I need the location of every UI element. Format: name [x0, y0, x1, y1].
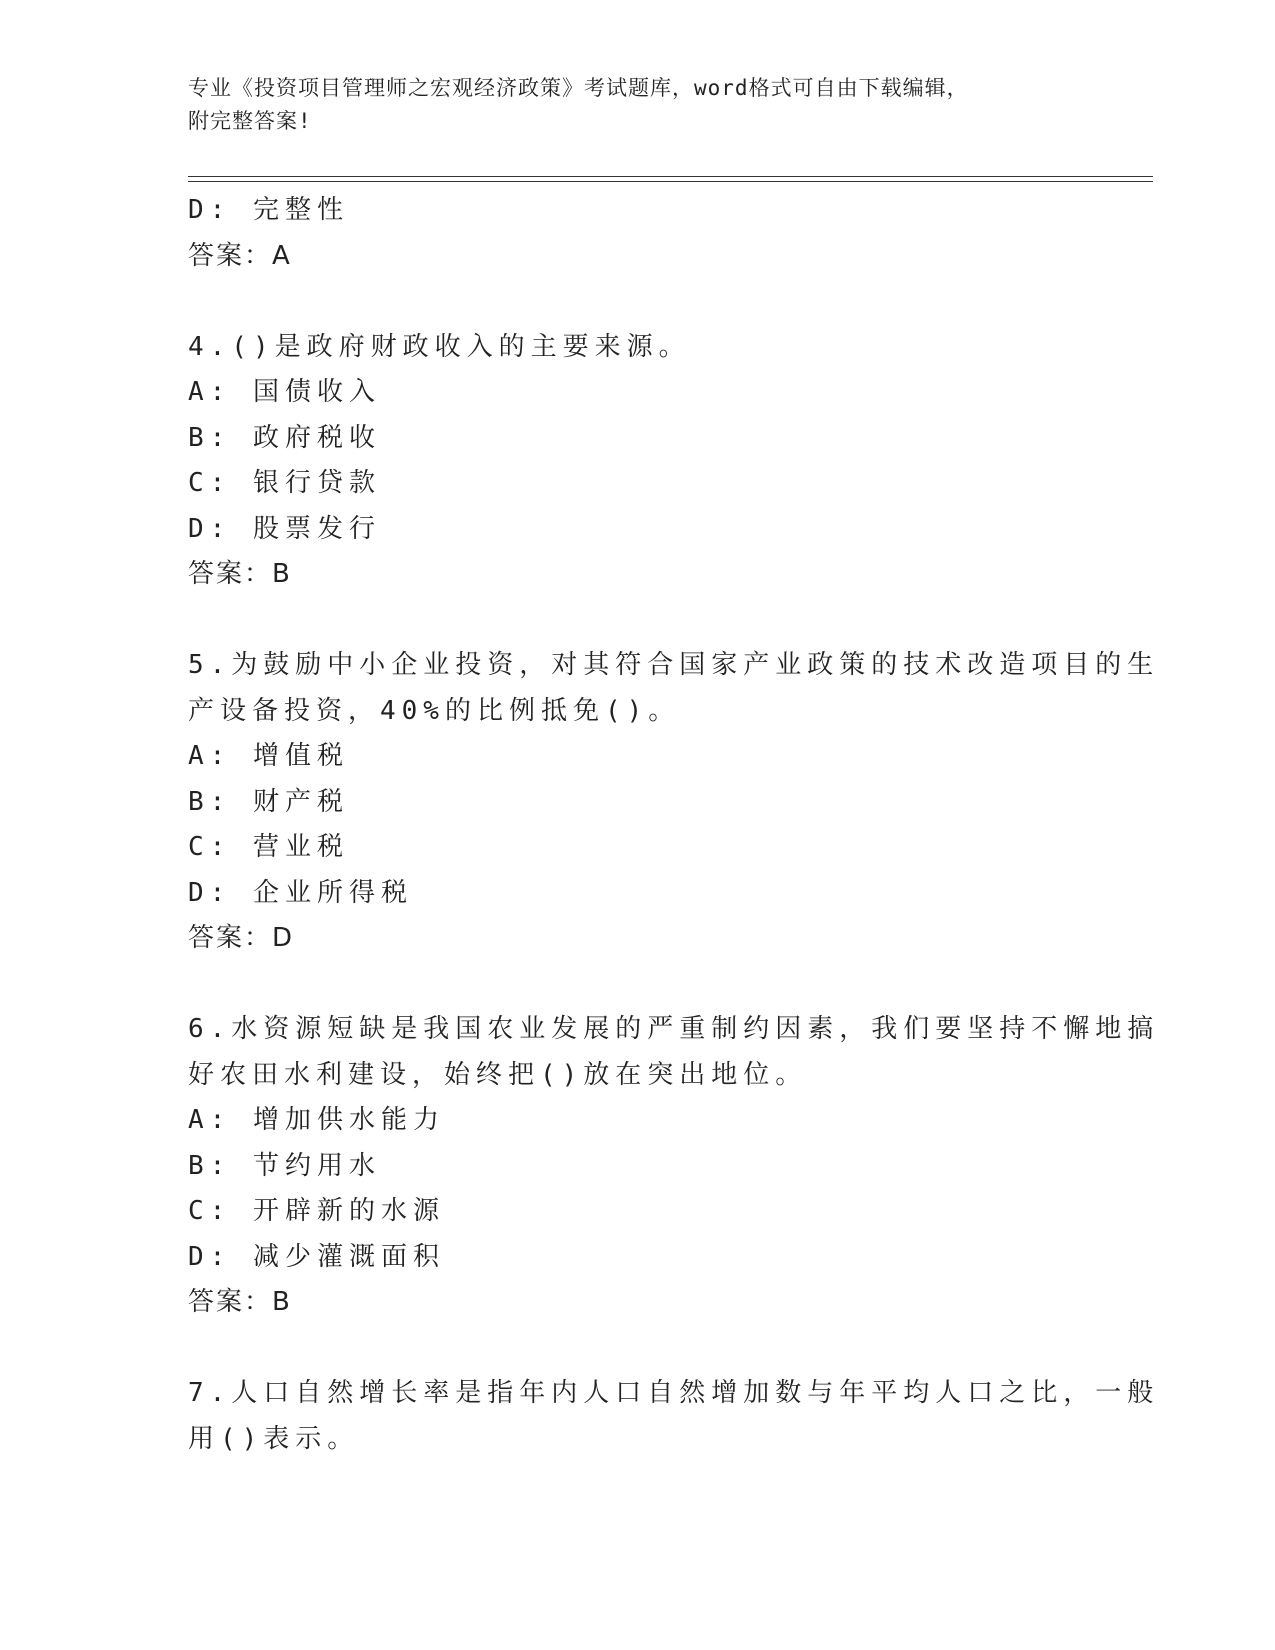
option-c: C: 开辟新的水源 — [188, 1196, 445, 1226]
option-d: D: 减少灌溉面积 — [188, 1241, 445, 1272]
question-text-line: 6.水资源短缺是我国农业发展的严重制约因素，我们要坚持不懈地搞 — [188, 1014, 1160, 1044]
question-text-line: 4.()是政府财政收入的主要来源。 — [188, 331, 691, 362]
header-divider-top — [188, 176, 1153, 177]
question-5 — [188, 643, 1160, 962]
option-a: A: 国债收入 — [188, 377, 381, 407]
option-a: A: 增值税 — [188, 741, 349, 771]
question-list — [188, 188, 1160, 1462]
answer-line: 答案：B — [188, 559, 292, 589]
answer-line: 答案：B — [188, 1287, 292, 1317]
option-b: B: 财产税 — [188, 786, 349, 817]
header-line-1: 专业《投资项目管理师之宏观经济政策》考试题库，word格式可自由下载编辑， — [188, 76, 969, 100]
question-text-line: 7.人口自然增长率是指年内人口自然增加数与年平均人口之比，一般 — [188, 1378, 1160, 1408]
question-6 — [188, 1007, 1160, 1326]
answer-line: 答案：A — [188, 240, 292, 271]
question-text-line: 5.为鼓励中小企业投资，对其符合国家产业政策的技术改造项目的生 — [188, 650, 1160, 680]
answer-line: 答案：D — [188, 923, 295, 953]
option-d: D: 完整性 — [188, 195, 349, 225]
option-d: D: 企业所得税 — [188, 877, 413, 908]
document-header — [188, 72, 1088, 138]
option-d: D: 股票发行 — [188, 513, 381, 544]
question-text-line: 产设备投资，40%的比例抵免()。 — [188, 695, 681, 726]
option-c: C: 银行贷款 — [188, 468, 381, 498]
question-7 — [188, 1371, 1160, 1462]
header-line-2: 附完整答案! — [188, 109, 312, 133]
question-text-line: 用()表示。 — [188, 1423, 360, 1454]
option-c: C: 营业税 — [188, 832, 349, 862]
header-divider-bottom — [188, 181, 1153, 182]
question-text-line: 好农田水利建设，始终把()放在突出地位。 — [188, 1059, 808, 1090]
question-4 — [188, 325, 1088, 598]
option-b: B: 政府税收 — [188, 422, 381, 453]
option-a: A: 增加供水能力 — [188, 1105, 445, 1135]
option-b: B: 节约用水 — [188, 1150, 381, 1181]
